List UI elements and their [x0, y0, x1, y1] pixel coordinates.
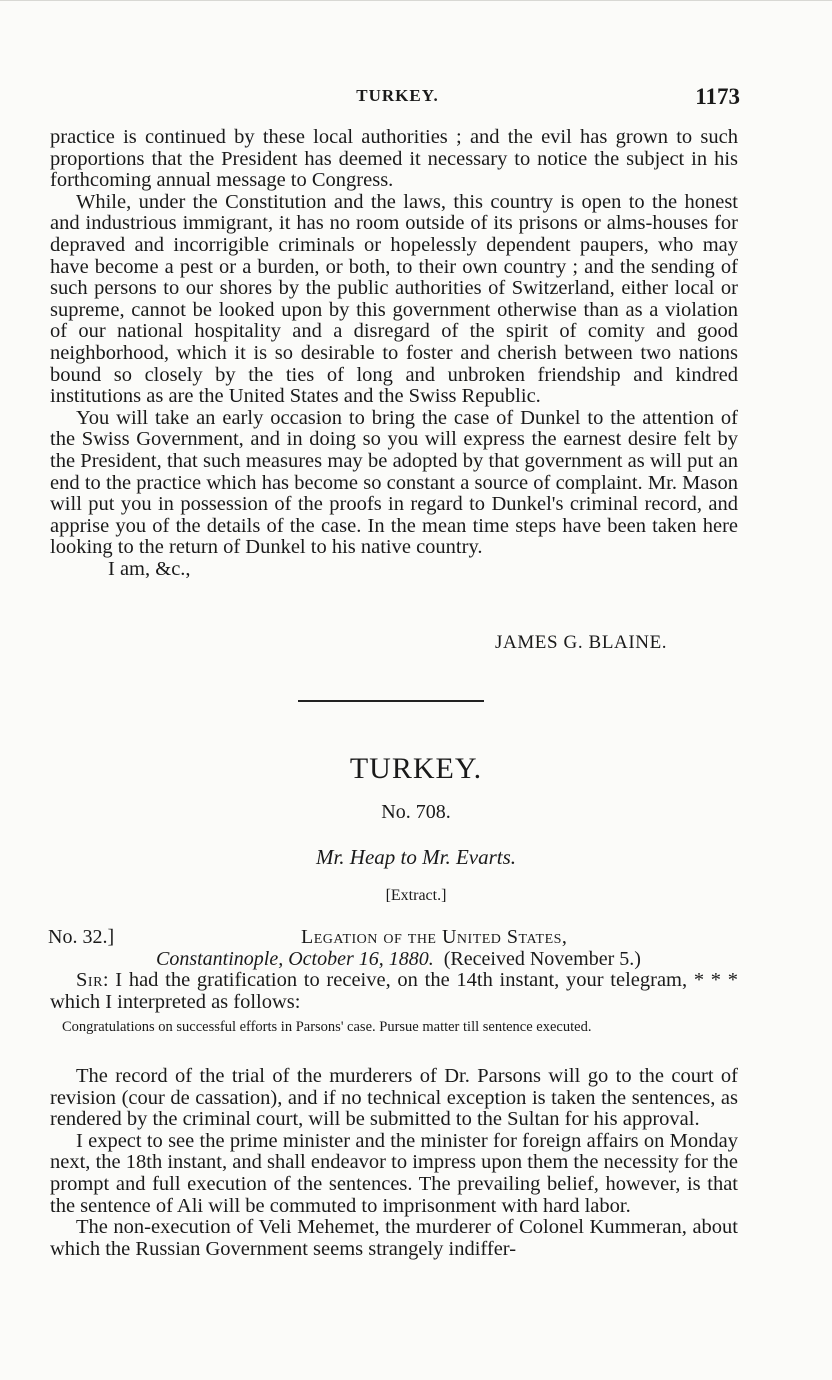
letter2-paragraph-4: The non-execution of Veli Mehemet, the murderer of Colonel Kummeran, about which the Russian Government seems strangely indiffer-: [50, 1216, 738, 1260]
signature: JAMES G. BLAINE.: [495, 632, 668, 653]
page-header: [55, 84, 740, 114]
page-number: 1173: [695, 84, 740, 109]
letter2-body: [50, 1066, 738, 1260]
letter1-paragraph-2: While, under the Constitution and the laws, this country is open to the honest and industrious immigrant, it has no room outside of its prisons or alms-houses for depraved and incorrigible criminals or hopelessly dependent paupers, who may have become a pest or a burden, or both, to their own country ; and the sending of such persons to our shores by the public authorities of Switzerland, either local or supreme, cannot be looked upon by this government otherwise than as a violation of our national hospitality and a disregard of the spirit of comity and good neighborhood, which it is so desirable to foster and cherish between two nations bound so closely by the ties of long and unbroken friendship and kindred institutions as are the United States and the Swiss Republic.: [50, 190, 738, 408]
letter2-opening: [50, 970, 738, 1013]
letter1-body: [50, 127, 738, 580]
received-date: (Received November 5.): [443, 948, 641, 970]
section-divider: [298, 700, 484, 702]
legation-heading: Legation of the United States,: [301, 926, 568, 948]
telegram-text: Congratulations on successful efforts in Parsons' case. Pursue matter till sentence executed.: [62, 1019, 592, 1035]
dateline: [156, 948, 641, 971]
letter2-paragraph-2: The record of the trial of the murderers of Dr. Parsons will go to the court of revision (cour de cassation), and if no technical exception is taken the sentences, as rendered by the criminal court, will be submitted to the Sultan for his approval.: [50, 1065, 738, 1131]
section-title: TURKEY.: [349, 752, 483, 785]
letter2-paragraph-3: I expect to see the prime minister and the minister for foreign affairs on Monday next, the 18th instant, and shall endeavor to impress upon them the necessity for the prompt and full execution of the sentences. The prevailing belief, however, is that the sentence of Ali will be commuted to imprisonment with hard labor.: [50, 1129, 738, 1217]
letter1-paragraph-3: You will take an early occasion to bring the case of Dunkel to the attention of the Swiss Government, and in doing so you will express the earnest desire felt by the President, that such measures may be adopted by that government as will put an end to the practice which has become so constant a source of complaint. Mr. Mason will put you in possession of the proofs in regard to Dunkel's criminal record, and apprise you of the details of the case. In the mean time steps have been taken here looking to the return of Dunkel to his native country.: [50, 406, 738, 559]
extract-note: [Extract.]: [385, 887, 447, 904]
despatch-number: No. 32.]: [48, 926, 115, 948]
letter1-paragraph-1: practice is continued by these local authorities ; and the evil has grown to such proportions that the President has deemed it necessary to notice the subject in his forthcoming annual message to Congress.: [50, 126, 738, 192]
document-number: No. 708.: [381, 801, 451, 823]
telegram-quote: [50, 1019, 738, 1035]
place-date: Constantinople, October 16, 1880.: [156, 948, 434, 970]
page-top-border: [0, 0, 832, 1]
running-title: TURKEY.: [356, 86, 439, 105]
letter1-closing: I am, &c.,: [108, 557, 191, 580]
letter2-paragraph-1: [50, 970, 738, 1013]
correspondents: Mr. Heap to Mr. Evarts.: [315, 845, 517, 869]
salutation: Sir: [76, 969, 103, 991]
letter2-paragraph-1-text: : I had the gratification to receive, on the 14th instant, your telegram, * * * which I interpreted as follows:: [50, 969, 738, 1013]
